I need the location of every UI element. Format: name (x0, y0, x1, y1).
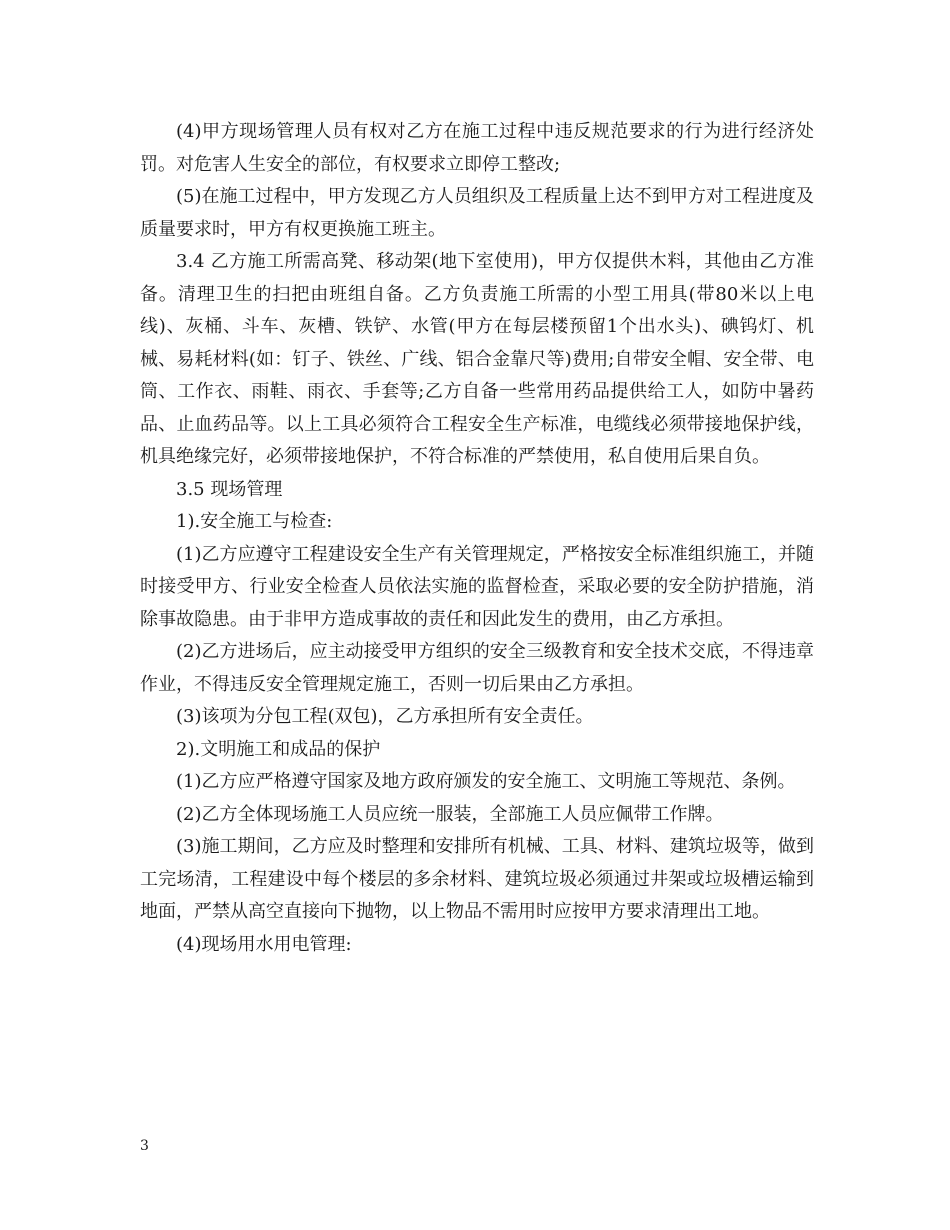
document-body (140, 116, 814, 961)
paragraph-civilized-1: (1)乙方应严格遵守国家及地方政府颁发的安全施工、文明施工等规范、条例。 (176, 771, 796, 792)
page-number: 3 (140, 1138, 149, 1154)
paragraph-safety-2: (2)乙方进场后，应主动接受甲方组织的安全三级教育和安全技术交底，不得违章作业，不得违反安全管理规定施工，否则一切后果由乙方承担。 (140, 641, 814, 695)
paragraph-clause-4-penalty: (4)甲方现场管理人员有权对乙方在施工过程中违反规范要求的行为进行经济处罚。对危害人生安全的部位，有权要求立即停工整改; (140, 121, 814, 175)
paragraph-section-3-4-tools: 3.4 乙方施工所需高凳、移动架(地下室使用)，甲方仅提供木料，其他由乙方准备。清理卫生的扫把由班组自备。乙方负责施工所需的小型工用具(带80米以上电线)、灰桶、斗车、灰槽、铁铲、水管(甲方在每层楼预留1个出水头)、碘钨灯、机械、易耗材料(如：钉子、铁丝、广线、铝合金靠尺等)费用;自带安全帽、安全带、电筒、工作衣、雨鞋、雨衣、手套等;乙方自备一些常用药品提供给工人，如防中暑药品、止血药品等。以上工具必须符合工程安全生产标准，电缆线必须带接地保护线，机具绝缘完好，必须带接地保护，不符合标准的严禁使用，私自使用后果自负。 (140, 251, 814, 467)
paragraph-civilized-4: (4)现场用水用电管理: (176, 933, 352, 955)
paragraph-clause-5-replace-foreman: (5)在施工过程中，甲方发现乙方人员组织及工程质量上达不到甲方对工程进度及质量要求时，甲方有权更换施工班主。 (140, 186, 814, 240)
section-heading-3-5: 3.5 现场管理 (176, 478, 283, 500)
paragraph-safety-1: (1)乙方应遵守工程建设安全生产有关管理规定，严格按安全标准组织施工，并随时接受甲方、行业安全检查人员依法实施的监督检查，采取必要的安全防护措施，消除事故隐患。由于非甲方造成事故的责任和因此发生的费用，由乙方承担。 (140, 543, 814, 630)
paragraph-safety-3: (3)该项为分包工程(双包)，乙方承担所有安全责任。 (176, 706, 594, 727)
subheading-civilized-construction: 2).文明施工和成品的保护 (176, 738, 381, 760)
paragraph-civilized-3: (3)施工期间，乙方应及时整理和安排所有机械、工具、材料、建筑垃圾等，做到工完场清，工程建设中每个楼层的多余材料、建筑垃圾必须通过井架或垃圾槽运输到地面，严禁从高空直接向下抛物，以上物品不需用时应按甲方要求清理出工地。 (140, 836, 814, 922)
paragraph-civilized-2: (2)乙方全体现场施工人员应统一服装，全部施工人员应佩带工作牌。 (176, 803, 724, 825)
subheading-safety-inspection: 1).安全施工与检查: (176, 511, 333, 532)
